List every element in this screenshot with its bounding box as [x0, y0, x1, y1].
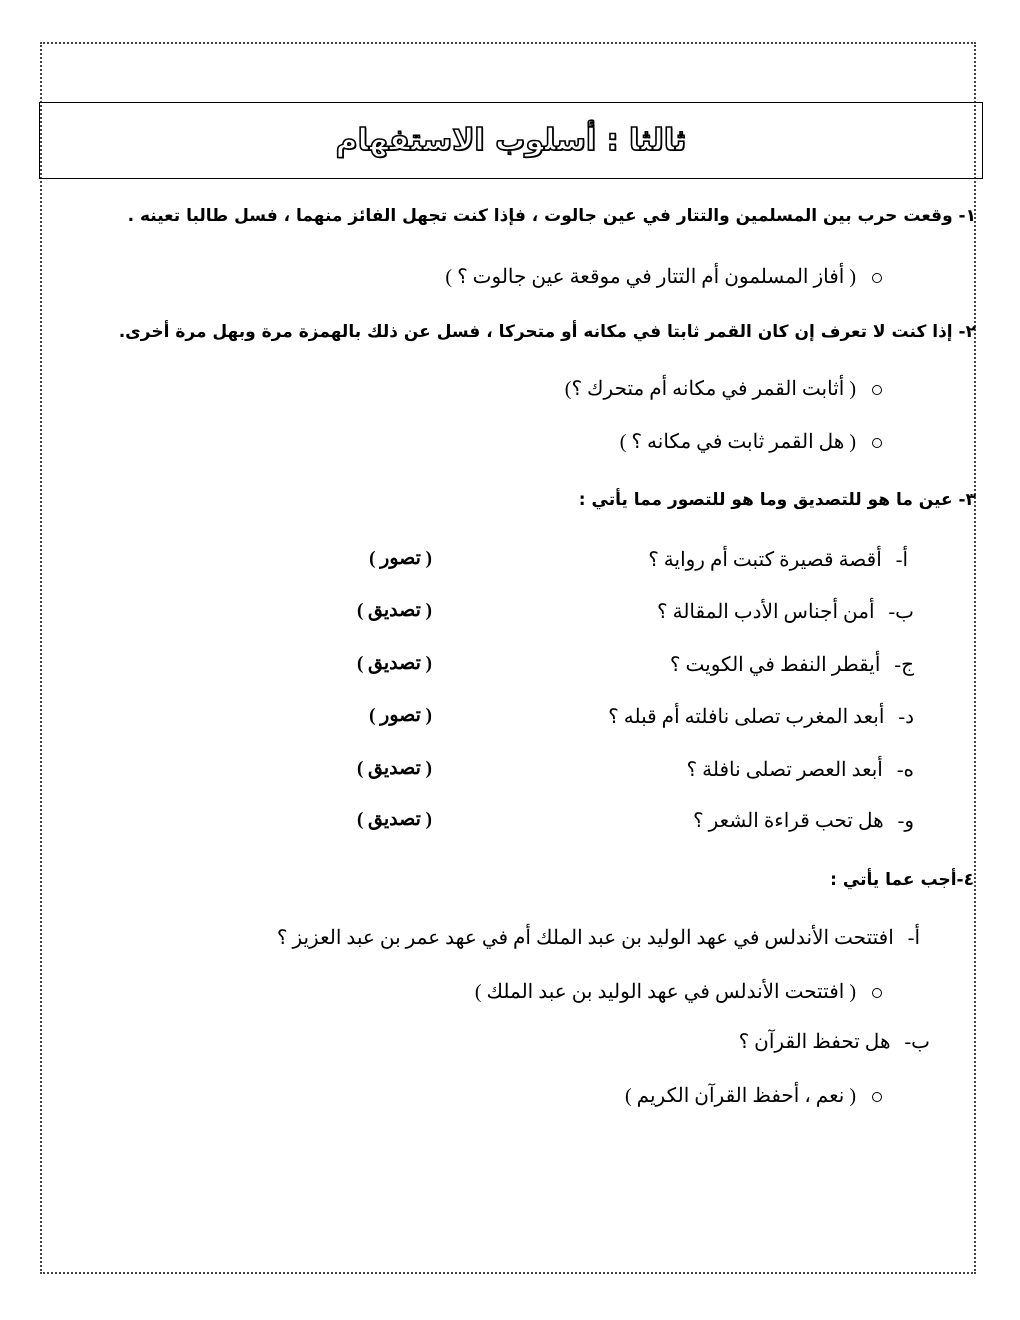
q3-choice-a: ( تصور ) — [369, 548, 432, 569]
bullet-icon — [872, 385, 882, 395]
q3-item-d — [608, 704, 914, 729]
item-text: أمن أجناس الأدب المقالة ؟ — [656, 601, 875, 623]
item-text: أبعد المغرب تصلى نافلته أم قبله ؟ — [608, 706, 885, 728]
page-title: ثالثا : أسلوب الاستفهام — [335, 123, 687, 158]
answer-2b-text: ( هل القمر ثابت في مكانه ؟ ) — [619, 431, 856, 453]
question-2: ٢- إذا كنت لا تعرف إن كان القمر ثابتا في مكانه أو متحركا ، فسل عن ذلك بالهمزة مرة وبهل مرة أخرى. — [118, 322, 976, 342]
q3-choice-c: ( تصديق ) — [356, 653, 432, 674]
q4-answer-a — [475, 979, 882, 1004]
answer-text: ( افتتحت الأندلس في عهد الوليد بن عبد الملك ) — [474, 981, 856, 1003]
item-text: أبعد العصر تصلى نافلة ؟ — [686, 759, 883, 781]
item-text: هل تحب قراءة الشعر ؟ — [693, 810, 884, 832]
q4-item-b — [739, 1029, 930, 1054]
answer-1-text: ( أفاز المسلمون أم التتار في موقعة عين جالوت ؟ ) — [445, 266, 856, 288]
q3-item-a — [648, 547, 908, 572]
title-box — [39, 102, 983, 179]
q3-choice-f: ( تصديق ) — [356, 809, 432, 830]
q3-choice-b: ( تصديق ) — [356, 600, 432, 621]
answer-2a — [565, 376, 882, 401]
answer-1 — [445, 264, 882, 289]
answer-2a-text: ( أثابت القمر في مكانه أم متحرك ؟) — [564, 378, 856, 400]
item-text: افتتحت الأندلس في عهد الوليد بن عبد الملك أم في عهد عمر بن عبد العزيز ؟ — [276, 927, 894, 949]
answer-text: ( نعم ، أحفظ القرآن الكريم ) — [625, 1085, 856, 1107]
question-1: ١- وقعت حرب بين المسلمين والتتار في عين جالوت ، فإذا كنت تجهل الفائز منهما ، فسل طالبا تعينه . — [127, 206, 976, 226]
item-label: ب- — [904, 1031, 930, 1053]
bullet-icon — [872, 1092, 882, 1102]
item-label: أ- — [895, 549, 908, 571]
q3-choice-e: ( تصديق ) — [356, 758, 432, 779]
q3-item-c — [670, 652, 914, 677]
item-label: و- — [897, 810, 914, 832]
question-4: ٤-أجب عما يأتي : — [830, 870, 974, 890]
item-text: أيقطر النفط في الكويت ؟ — [669, 654, 881, 676]
item-label: أ- — [907, 927, 920, 949]
item-text: أقصة قصيرة كتبت أم رواية ؟ — [648, 549, 882, 571]
item-label: ج- — [894, 654, 914, 676]
item-text: هل تحفظ القرآن ؟ — [738, 1031, 891, 1053]
q3-choice-d: ( تصور ) — [369, 705, 432, 726]
item-label: د- — [898, 706, 914, 728]
q3-item-b — [657, 599, 914, 624]
bullet-icon — [872, 988, 882, 998]
q4-answer-b — [625, 1083, 882, 1108]
bullet-icon — [872, 438, 882, 448]
q3-item-e — [687, 757, 914, 782]
question-3: ٣- عين ما هو للتصديق وما هو للتصور مما يأتي : — [578, 490, 976, 510]
bullet-icon — [872, 273, 882, 283]
item-label: ه- — [896, 759, 914, 781]
q3-item-f — [693, 808, 914, 833]
answer-2b — [620, 429, 882, 454]
item-label: ب- — [888, 601, 914, 623]
q4-item-a — [277, 925, 920, 950]
